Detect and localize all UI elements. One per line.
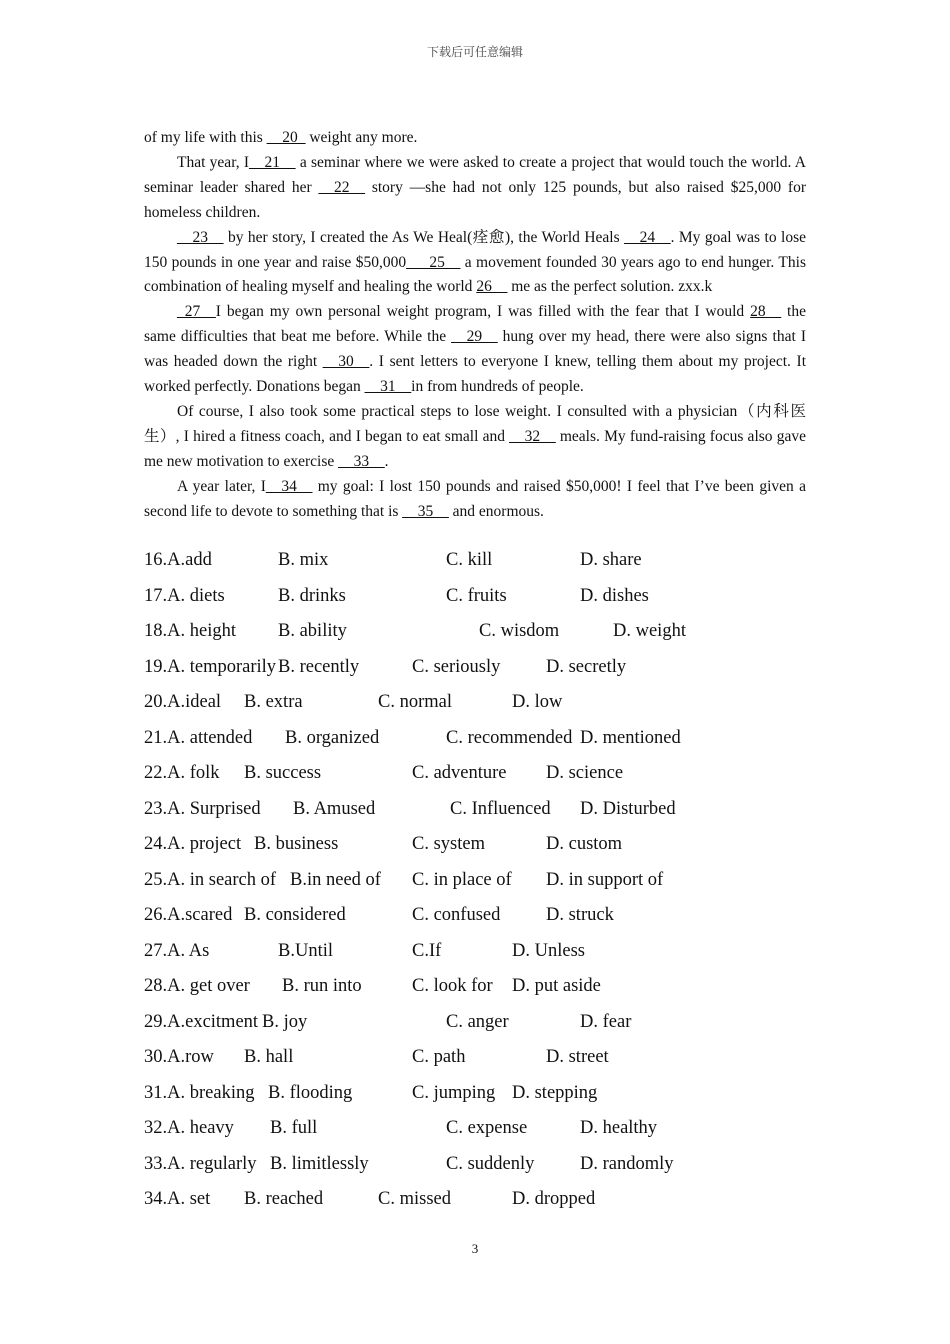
- option-a: 29.A.excitment: [144, 1011, 259, 1032]
- blank-number: __23__: [177, 228, 224, 246]
- passage-paragraph: [144, 475, 806, 525]
- option-c: C. adventure: [412, 763, 507, 783]
- blank-number: ___25__: [406, 253, 461, 271]
- option-a: 19.A. temporarily: [144, 656, 277, 677]
- option-c: C. kill: [446, 550, 493, 570]
- option-a: 30.A.row: [144, 1047, 214, 1067]
- question-options-row: [144, 582, 844, 618]
- option-d: D. Unless: [512, 940, 585, 961]
- option-c: C. suddenly: [446, 1153, 535, 1174]
- option-a: 18.A. height: [144, 621, 236, 641]
- question-options-row: [144, 937, 844, 973]
- passage-text: a seminar where we were asked to create a project that would touch the world. A seminar leader shared her: [144, 153, 806, 196]
- passage-text: my goal: I lost 150 pounds and raised $50,000! I feel that I’ve been given a second life to devote to something that is: [144, 477, 806, 520]
- passage-text: Of course, I also took some practical steps to lose weight. I consulted with a physician（内科医生）, I hired a fitness coach, and I began to eat small and: [144, 402, 806, 445]
- question-options-row: [144, 866, 844, 902]
- option-c: C. seriously: [412, 656, 501, 677]
- option-d: D. share: [580, 550, 642, 570]
- cloze-passage: [144, 126, 806, 525]
- option-a: 34.A. set: [144, 1189, 211, 1209]
- option-b: B.in need of: [290, 869, 381, 890]
- option-b: B. considered: [244, 905, 346, 925]
- option-b: B. business: [254, 834, 339, 854]
- option-c: C. confused: [412, 905, 501, 925]
- option-a: 26.A.scared: [144, 905, 233, 925]
- question-options-row: [144, 830, 844, 866]
- option-b: B. hall: [244, 1047, 294, 1067]
- option-d: D. low: [512, 692, 563, 712]
- blank-number: __24__: [624, 228, 671, 246]
- passage-text: . I sent letters to everyone I knew, telling them about my project. It worked perfectly. Donations began: [144, 353, 806, 396]
- question-options-row: [144, 653, 844, 689]
- option-a: 16.A.add: [144, 550, 212, 570]
- option-c: C. Influenced: [450, 798, 551, 819]
- option-b: B. mix: [278, 550, 329, 570]
- option-c: C. in place of: [412, 869, 512, 890]
- option-b: B. success: [244, 763, 322, 783]
- option-d: D. dishes: [580, 585, 649, 606]
- option-b: B. drinks: [278, 585, 346, 606]
- passage-text: I began my own personal weight program, I was filled with the fear that I would: [215, 303, 751, 321]
- question-options-row: [144, 795, 844, 831]
- option-a: 27.A. As: [144, 940, 210, 961]
- passage-paragraph: [144, 151, 806, 226]
- option-d: D. struck: [546, 905, 614, 925]
- passage-text: and enormous.: [448, 502, 544, 520]
- question-options-row: [144, 617, 844, 653]
- question-options-row: [144, 724, 844, 760]
- answer-options: [144, 546, 844, 1221]
- question-options-row: [144, 1185, 844, 1221]
- option-d: D. science: [546, 763, 624, 783]
- option-c: C. missed: [378, 1189, 451, 1209]
- question-options-row: [144, 901, 844, 937]
- blank-number: 28__: [750, 303, 782, 321]
- blank-number: __22__: [318, 178, 365, 196]
- passage-text: A year later, I: [177, 477, 266, 495]
- blank-number: __30__: [322, 353, 370, 371]
- passage-text: hung over my head, there were also signs that I was headed down the right: [144, 328, 806, 371]
- option-d: D. secretly: [546, 656, 627, 677]
- option-b: B. ability: [278, 621, 347, 641]
- option-a: 28.A. get over: [144, 976, 250, 996]
- passage-text: a movement founded 30 years ago to end hunger. This combination of healing myself and healing the world: [144, 253, 806, 296]
- option-a: 22.A. folk: [144, 763, 220, 783]
- passage-text: the same difficulties that beat me before. While the: [144, 303, 806, 346]
- option-d: D. street: [546, 1047, 609, 1067]
- passage-text: of my life with this: [144, 129, 267, 146]
- blank-number: __35__: [402, 502, 449, 520]
- passage-text: by her story, I created the As We Heal(痊愈), the World Heals: [223, 228, 625, 246]
- option-c: C. anger: [446, 1011, 509, 1032]
- option-a: 21.A. attended: [144, 727, 253, 748]
- option-a: 17.A. diets: [144, 585, 225, 606]
- option-c: C. expense: [446, 1118, 528, 1138]
- passage-text: in from hundreds of people.: [411, 378, 584, 396]
- option-b: B. full: [270, 1118, 318, 1138]
- question-options-row: [144, 1150, 844, 1186]
- passage-text: meals. My fund-raising focus also gave me new motivation to exercise: [144, 427, 806, 470]
- passage-paragraph: [144, 126, 806, 151]
- option-b: B. reached: [244, 1189, 324, 1209]
- option-d: D. fear: [580, 1011, 632, 1032]
- option-d: D. put aside: [512, 976, 601, 996]
- option-b: B. flooding: [268, 1082, 353, 1103]
- option-c: C. wisdom: [479, 621, 560, 641]
- option-d: D. mentioned: [580, 727, 681, 748]
- passage-paragraph: [144, 400, 806, 475]
- blank-number: __29__: [451, 328, 498, 346]
- option-d: D. weight: [613, 621, 686, 641]
- option-a: 32.A. heavy: [144, 1118, 234, 1138]
- option-b: B. limitlessly: [270, 1153, 369, 1174]
- option-b: B.Until: [278, 940, 333, 961]
- passage-text: story —she had not only 125 pounds, but also raised $25,000 for homeless children.: [144, 178, 807, 221]
- option-d: D. Disturbed: [580, 798, 676, 819]
- option-c: C. jumping: [412, 1082, 496, 1103]
- blank-number: __33__: [338, 452, 385, 470]
- passage-text: .: [384, 452, 389, 470]
- passage-text: That year, I: [177, 153, 250, 171]
- question-options-row: [144, 688, 844, 724]
- option-c: C. look for: [412, 976, 493, 996]
- blank-number: __20_: [266, 129, 306, 146]
- option-c: C. path: [412, 1047, 466, 1067]
- option-b: B. extra: [244, 692, 303, 712]
- option-b: B. Amused: [293, 798, 376, 819]
- option-c: C. system: [412, 834, 485, 854]
- option-c: C.If: [412, 940, 442, 961]
- question-options-row: [144, 972, 844, 1008]
- option-c: C. fruits: [446, 585, 507, 606]
- question-options-row: [144, 1079, 844, 1115]
- option-c: C. recommended: [446, 727, 573, 748]
- blank-number: __34__: [265, 477, 313, 495]
- blank-number: __21__: [249, 153, 296, 171]
- passage-paragraph: [144, 226, 806, 301]
- page-number: 3: [471, 1241, 479, 1256]
- question-options-row: [144, 1114, 844, 1150]
- blank-number: 26__: [476, 278, 508, 296]
- option-d: D. dropped: [512, 1189, 596, 1209]
- option-a: 31.A. breaking: [144, 1082, 255, 1103]
- question-options-row: [144, 546, 844, 582]
- option-b: B. organized: [285, 727, 380, 748]
- blank-number: __31__: [364, 378, 412, 396]
- option-a: 25.A. in search of: [144, 869, 277, 890]
- passage-text: weight any more.: [305, 129, 418, 146]
- page-header: 下载后可任意编辑: [426, 45, 523, 59]
- option-b: B. joy: [262, 1011, 308, 1032]
- option-b: B. run into: [282, 976, 362, 996]
- option-a: 24.A. project: [144, 834, 242, 854]
- question-options-row: [144, 1043, 844, 1079]
- option-d: D. custom: [546, 834, 623, 854]
- option-b: B. recently: [278, 656, 360, 677]
- option-d: D. in support of: [546, 869, 664, 890]
- option-a: 23.A. Surprised: [144, 798, 261, 819]
- question-options-row: [144, 759, 844, 795]
- passage-text: me as the perfect solution. zxx.k: [507, 278, 713, 296]
- blank-number: _27__: [177, 303, 216, 321]
- option-d: D. healthy: [580, 1118, 658, 1138]
- option-a: 20.A.ideal: [144, 692, 222, 712]
- option-a: 33.A. regularly: [144, 1153, 257, 1174]
- passage-paragraph: [144, 300, 806, 400]
- question-options-row: [144, 1008, 844, 1044]
- passage-text: . My goal was to lose 150 pounds in one year and raise $50,000: [144, 228, 806, 271]
- blank-number: __32__: [509, 427, 556, 445]
- option-d: D. randomly: [580, 1153, 674, 1174]
- option-c: C. normal: [378, 692, 452, 712]
- option-d: D. stepping: [512, 1082, 598, 1103]
